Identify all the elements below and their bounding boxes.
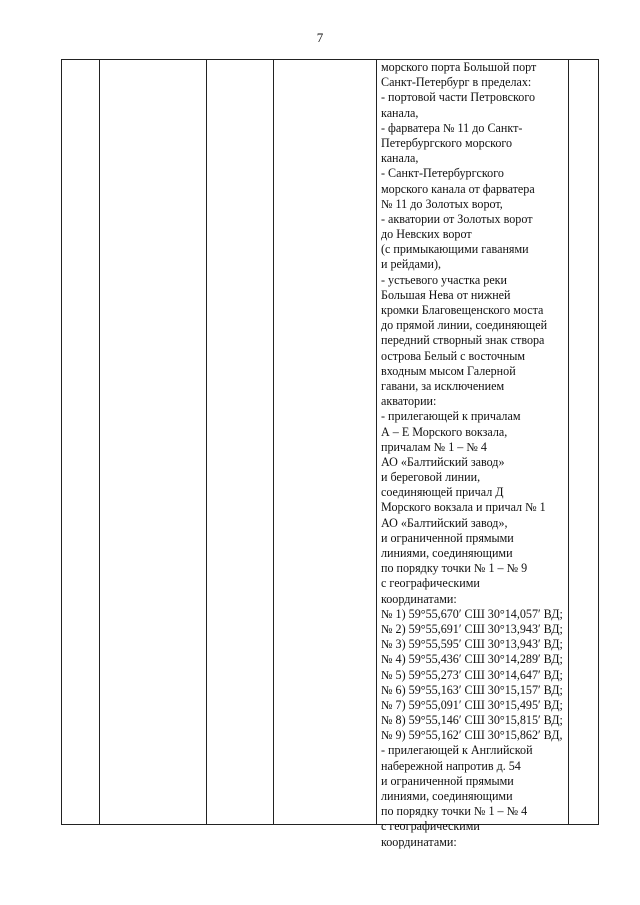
cell-line: - акватории от Золотых ворот — [381, 211, 533, 226]
regulation-table — [61, 59, 599, 849]
cell-line: гавани, за исключением — [381, 378, 505, 393]
cell-line: (с примыкающими гаванями — [381, 242, 529, 257]
cell-line: акватории: — [381, 394, 437, 409]
cell-line: до прямой линии, соединяющей — [381, 318, 548, 333]
cell-line: координатами: — [381, 591, 457, 606]
cell-line: Морского вокзала и причал № 1 — [381, 500, 546, 515]
column-divider — [99, 60, 100, 824]
cell-line: № 1) 59°55,670′ СШ 30°14,057′ ВД; — [381, 606, 563, 621]
cell-line: АО «Балтийский завод» — [381, 454, 505, 469]
cell-line: морского канала от фарватера — [381, 181, 535, 196]
column-divider — [273, 60, 274, 824]
cell-line: № 3) 59°55,595′ СШ 30°13,943′ ВД; — [381, 637, 563, 652]
cell-line: - Санкт-Петербургского — [381, 166, 504, 181]
cell-line: № 11 до Золотых ворот, — [381, 196, 503, 211]
cell-line: - прилегающей к Английской — [381, 743, 533, 758]
cell-line: кромки Благовещенского моста — [381, 303, 544, 317]
cell-line: № 6) 59°55,163′ СШ 30°15,157′ ВД; — [381, 682, 563, 697]
cell-line: острова Белый с восточным — [381, 348, 526, 363]
cell-line: по порядку точки № 1 – № 9 — [381, 561, 528, 576]
cell-line: канала, — [381, 105, 419, 120]
cell-line: входным мысом Галерной — [381, 363, 516, 378]
cell-line: АО «Балтийский завод», — [381, 515, 508, 530]
cell-line: морского порта Большой порт — [381, 60, 537, 74]
cell-line: Санкт-Петербург в пределах: — [381, 75, 532, 90]
cell-line: и ограниченной прямыми — [381, 530, 514, 545]
page-number: 7 — [316, 30, 324, 45]
cell-line: и ограниченной прямыми — [381, 773, 514, 788]
cell-line: Петербургского морского — [381, 135, 513, 150]
cell-line: и рейдами), — [381, 257, 442, 272]
cell-line: соединяющей причал Д — [381, 485, 504, 500]
column-divider — [206, 60, 207, 824]
port-boundaries-cell — [381, 60, 567, 850]
cell-line: координатами: — [381, 834, 457, 849]
cell-line: - устьевого участка реки — [381, 272, 508, 287]
cell-line: по порядку точки № 1 – № 4 — [381, 804, 528, 819]
cell-line: № 5) 59°55,273′ СШ 30°14,647′ ВД; — [381, 667, 563, 682]
cell-line: № 7) 59°55,091′ СШ 30°15,495′ ВД; — [381, 697, 563, 712]
cell-line: причалам № 1 – № 4 — [381, 439, 487, 454]
cell-line: набережной напротив д. 54 — [381, 758, 521, 773]
column-divider — [568, 60, 569, 824]
cell-line: - фарватера № 11 до Санкт- — [381, 120, 523, 135]
cell-line: - портовой части Петровского — [381, 90, 536, 105]
cell-line: линиями, соединяющими — [381, 789, 513, 803]
cell-line: № 9) 59°55,162′ СШ 30°15,862′ ВД, — [381, 728, 563, 743]
cell-line: с географическими — [381, 819, 480, 834]
cell-line: с географическими — [381, 576, 480, 591]
cell-line: № 4) 59°55,436′ СШ 30°14,289′ ВД; — [381, 652, 563, 667]
cell-line: и береговой линии, — [381, 470, 481, 485]
cell-line: - прилегающей к причалам — [381, 409, 521, 424]
cell-line: передний створный знак створа — [381, 333, 545, 348]
cell-line: линиями, соединяющими — [381, 546, 513, 560]
cell-line: № 8) 59°55,146′ СШ 30°15,815′ ВД; — [381, 713, 563, 728]
cell-line: до Невских ворот — [381, 227, 472, 242]
column-divider — [376, 60, 377, 824]
cell-line: А – Е Морского вокзала, — [381, 424, 508, 439]
cell-line: канала, — [381, 151, 419, 166]
cell-line: Большая Нева от нижней — [381, 287, 511, 302]
cell-line: № 2) 59°55,691′ СШ 30°13,943′ ВД; — [381, 621, 563, 636]
